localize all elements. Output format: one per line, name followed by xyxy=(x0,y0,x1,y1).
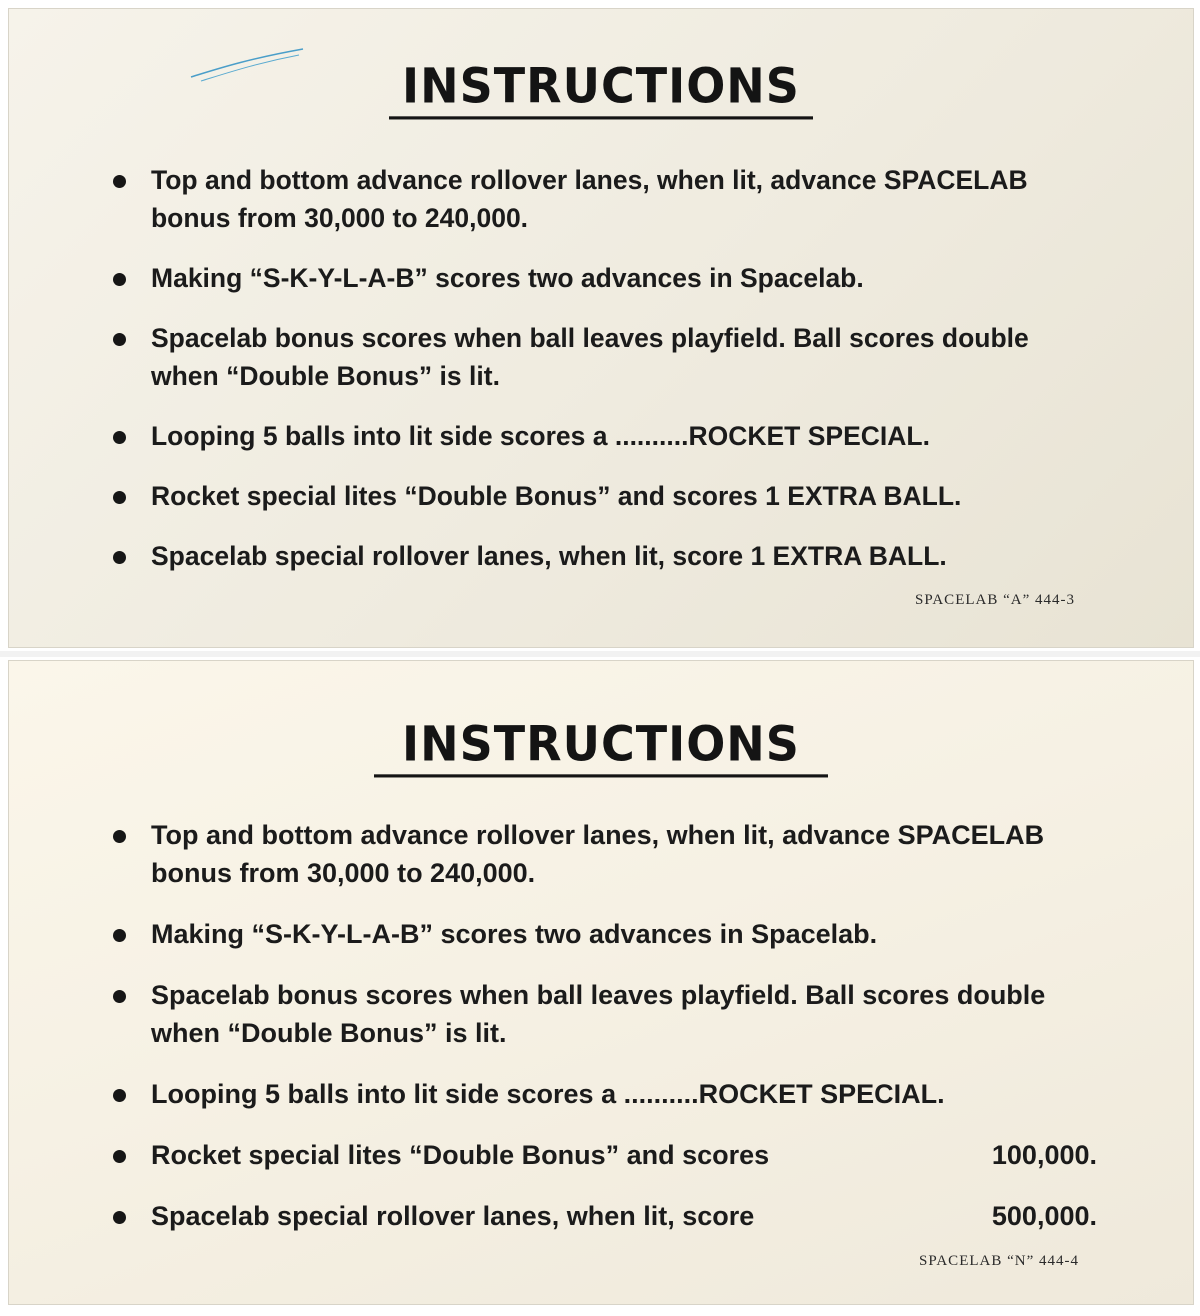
title-wrap xyxy=(9,717,1193,776)
bullet-icon xyxy=(113,1150,126,1163)
title-wrap xyxy=(9,59,1193,118)
card-footer-code: SPACELAB “A” 444-3 xyxy=(915,592,1075,608)
instruction-item xyxy=(109,477,1097,515)
instruction-item xyxy=(109,161,1097,237)
instruction-text: Top and bottom advance rollover lanes, when lit, advance SPACELAB bonus from 30,000 to 240,000. xyxy=(151,820,1045,888)
instruction-text: Making “S-K-Y-L-A-B” scores two advances in Spacelab. xyxy=(151,919,878,949)
bullet-icon xyxy=(113,990,126,1003)
instruction-card-n xyxy=(8,660,1194,1305)
score-value: 500,000. xyxy=(991,1201,1097,1231)
card-separator xyxy=(0,651,1200,657)
instruction-text: Spacelab bonus scores when ball leaves playfield. Ball scores double when “Double Bonus” is lit. xyxy=(151,323,1029,391)
instruction-card-a xyxy=(8,8,1194,648)
instruction-text: Top and bottom advance rollover lanes, when lit, advance SPACELAB bonus from 30,000 to 240,000. xyxy=(151,165,1028,233)
instruction-item xyxy=(109,1075,1097,1113)
instruction-list xyxy=(109,161,1097,597)
instruction-item xyxy=(109,259,1097,297)
bullet-icon xyxy=(113,929,126,942)
instruction-text: Spacelab special rollover lanes, when lit, score 1 EXTRA BALL. xyxy=(151,541,947,571)
instruction-text: Rocket special lites “Double Bonus” and scores 1 EXTRA BALL. xyxy=(151,481,962,511)
card-title: INSTRUCTIONS xyxy=(389,58,813,120)
score-value: 100,000. xyxy=(991,1140,1097,1170)
bullet-icon xyxy=(113,175,126,188)
card-footer-code: SPACELAB “N” 444-4 xyxy=(919,1253,1079,1269)
bullet-icon xyxy=(113,491,126,504)
bullet-icon xyxy=(113,1089,126,1102)
bullet-icon xyxy=(113,431,126,444)
bullet-icon xyxy=(113,333,126,346)
instruction-item xyxy=(109,915,1097,953)
instruction-text: Rocket special lites “Double Bonus” and scores xyxy=(151,1140,770,1170)
instruction-item xyxy=(109,1197,1097,1235)
instruction-text: Making “S-K-Y-L-A-B” scores two advances in Spacelab. xyxy=(151,263,864,293)
instruction-text: Spacelab special rollover lanes, when lit, score xyxy=(151,1201,755,1231)
instruction-item xyxy=(109,816,1097,892)
card-title: INSTRUCTIONS xyxy=(374,716,828,778)
instruction-item xyxy=(109,1136,1097,1174)
instruction-item xyxy=(109,319,1097,395)
instruction-list xyxy=(109,816,1097,1258)
instruction-text: Looping 5 balls into lit side scores a ..........ROCKET SPECIAL. xyxy=(151,1079,945,1109)
instruction-text: Spacelab bonus scores when ball leaves playfield. Ball scores double when “Double Bonus” is lit. xyxy=(151,980,1046,1048)
bullet-icon xyxy=(113,551,126,564)
instruction-item xyxy=(109,976,1097,1052)
instruction-item xyxy=(109,537,1097,575)
bullet-icon xyxy=(113,830,126,843)
instruction-text: Looping 5 balls into lit side scores a ..........ROCKET SPECIAL. xyxy=(151,421,930,451)
instruction-item xyxy=(109,417,1097,455)
bullet-icon xyxy=(113,1211,126,1224)
bullet-icon xyxy=(113,273,126,286)
